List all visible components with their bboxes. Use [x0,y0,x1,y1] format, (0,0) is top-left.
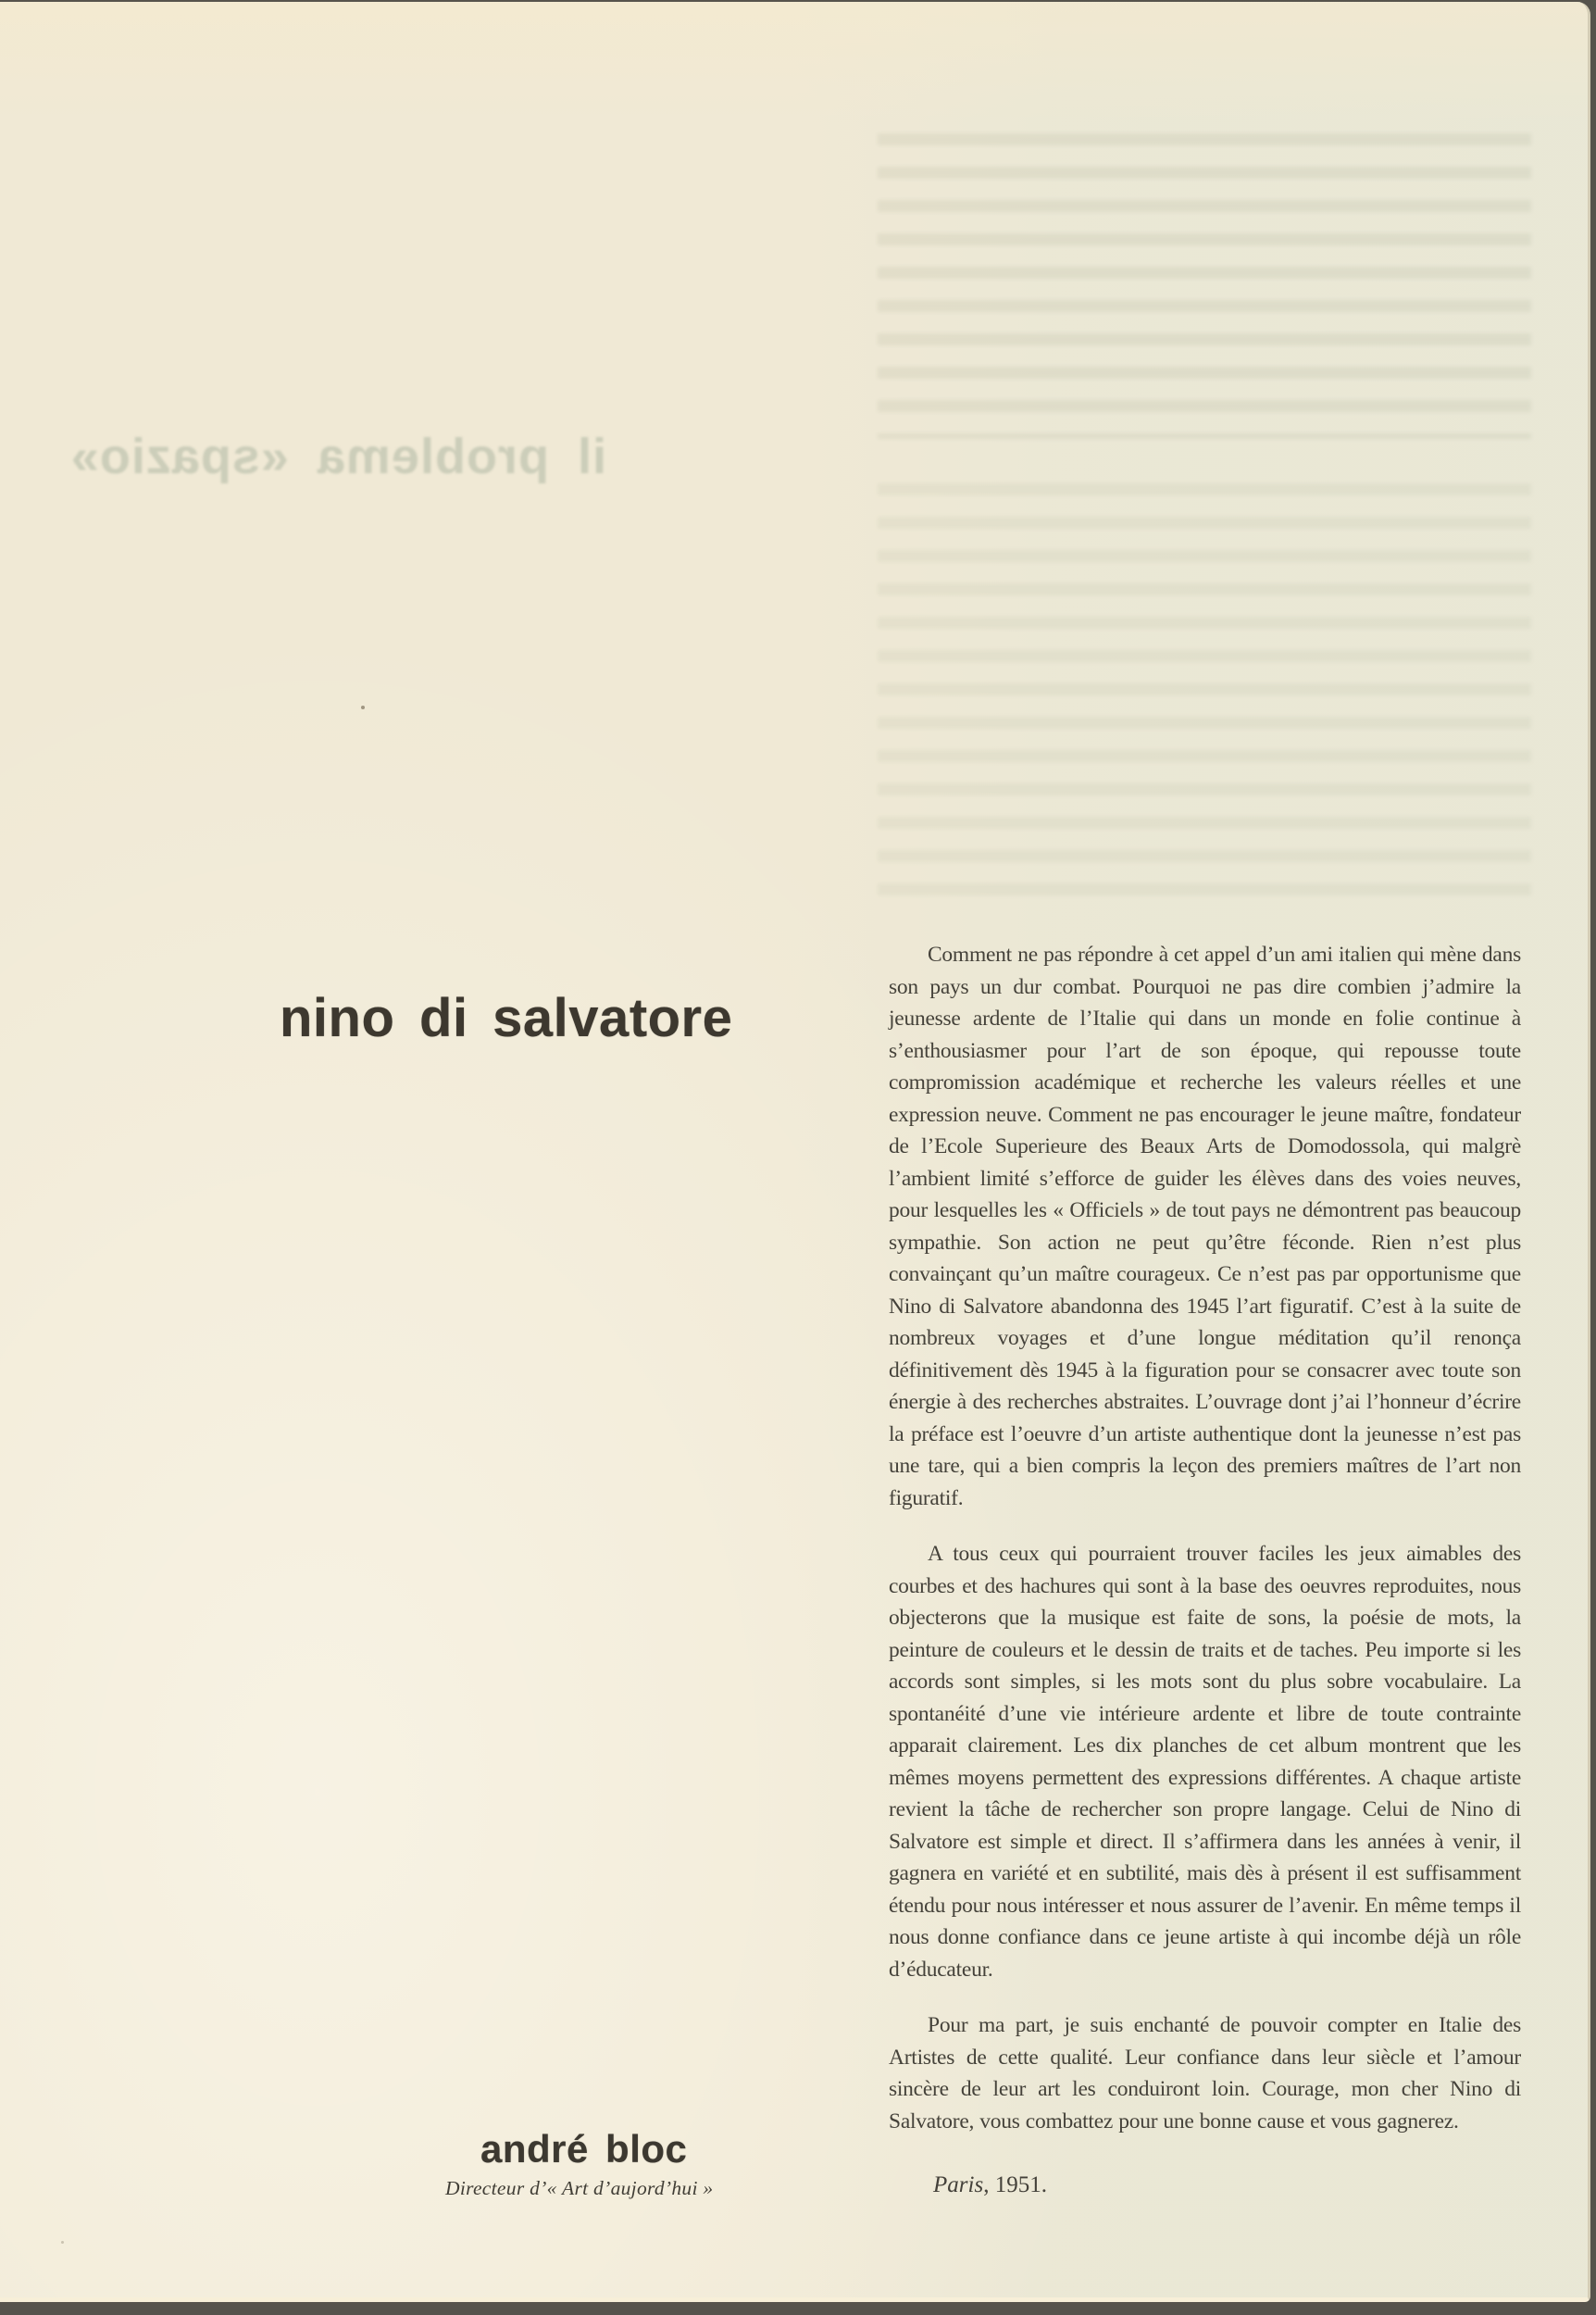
signature-role: Directeur d’« Art d’aujord’hui » [445,2177,714,2199]
preface-paragraph: A tous ceux qui pourraient trouver faciles les jeux aimables des courbes et des hachures qui sont à la base des oeuvres reproduites, nous objecterons que la musique est faite de sons, la poésie de mots, la peinture de couleurs et le dessin de traits et de taches. Peu importe si les accords sont simples, si les mots sont du plus sobre vocabulaire. La spontanéité d’une vie intérieure ardente et libre de toute contrainte apparait clairement. Les dix planches de cet album montrent que les mêmes moyens permettent des expressions différentes. A chaque artiste revient la tâche de rechercher son propre langage. Celui de Nino di Salvatore est simple et direct. Il s’affirmera dans les années à venir, il gagnera en variété et en subtilité, mais dès à présent il est suffisamment étendu pour nous intéresser et nous assurer de l’avenir. En même temps il nous donne confiance dans ce jeune artiste à qui incombe déjà un rôle d’éducateur. [889,1542,1521,1982]
verso-show-through-title: il problema «spazio» [69,429,606,484]
dateline [933,2172,1047,2198]
preface-text [889,939,1521,2161]
paper-speck [361,706,365,709]
signature-name: andré bloc [480,2127,688,2171]
verso-show-through-text-block [878,483,1531,917]
dateline-year: , 1951. [983,2172,1047,2197]
dateline-place: Paris [933,2172,984,2197]
preface-paragraph: Pour ma part, je suis enchanté de pouvoir compter en Italie des Artistes de cette qualité. Leur confiance dans leur siècle et l’amour sincère de leur art les conduiront loin. Courage, mon cher Nino di Salvatore, vous combattez pour une bonne cause et vous gagnerez. [889,2013,1521,2134]
page-sheet [0,2,1590,2302]
page-title: nino di salvatore [280,988,733,1048]
verso-show-through-text-block [878,133,1531,439]
paper-speck [61,2241,64,2244]
preface-paragraph: Comment ne pas répondre à cet appel d’un ami italien qui mène dans son pays un dur combat. Pourquoi ne pas dire combien j’admire la jeunesse ardente de l’Italie qui dans un monde en folie continue à s’enthousiasmer pour l’art de son époque, qui repousse toute compromission académique et recherche les valeurs réelles et une expression neuve. Comment ne pas encourager le jeune maître, fondateur de l’Ecole Superieure des Beaux Arts de Domodossola, qui malgrè l’ambient limité s’efforce de guider les élèves dans des voies neuves, pour lesquelles les « Officiels » de tout pays ne démontrent pas beaucoup sympathie. Son action ne peut qu’être féconde. Rien n’est plus convainçant qu’un maître courageux. Ce n’est pas par opportunisme que Nino di Salvatore abandonna des 1945 l’art figuratif. C’est à la suite de nombreux voyages et d’une longue méditation qu’il renonça définitivement dès 1945 à la figuration pour se consacrer avec toute son énergie à des recherches abstraites. L’ouvrage dont j’ai l’honneur d’écrire la préface est l’oeuvre d’un artiste authentique dont la jeunesse n’est pas une tare, qui a bien compris la leçon des premiers maîtres de l’art non figuratif. [889,943,1521,1510]
